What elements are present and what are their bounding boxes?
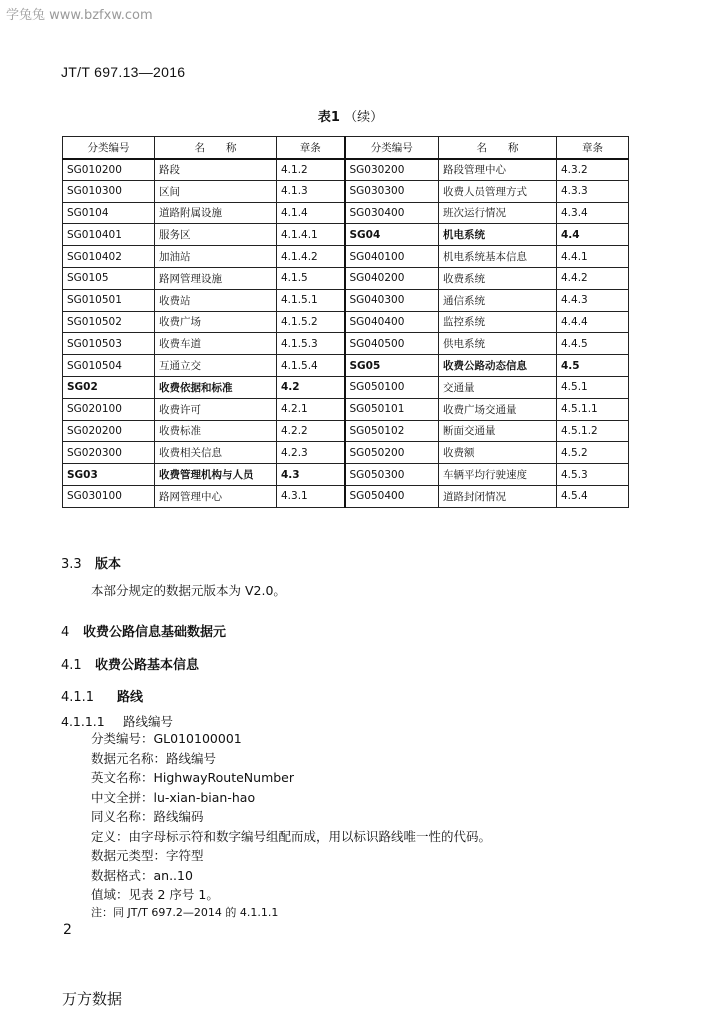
table-row bbox=[63, 464, 629, 486]
cell-name: 收费管理机构与人员 bbox=[155, 464, 277, 486]
cell-name: 互通立交 bbox=[155, 355, 277, 377]
cell-code: SG030300 bbox=[345, 180, 439, 202]
section-3-3-heading bbox=[61, 553, 121, 572]
cell-code: SG010402 bbox=[63, 246, 155, 268]
table-row bbox=[63, 159, 629, 181]
cell-code: SG010501 bbox=[63, 289, 155, 311]
cell-section: 4.3 bbox=[277, 464, 345, 486]
section-4-1-1-heading bbox=[61, 686, 143, 705]
page-number: 2 bbox=[63, 922, 72, 938]
cell-code: SG010503 bbox=[63, 333, 155, 355]
cell-code: SG0104 bbox=[63, 202, 155, 224]
cell-code: SG0105 bbox=[63, 267, 155, 289]
cell-name: 道路封闭情况 bbox=[439, 485, 557, 507]
cell-code: SG05 bbox=[345, 355, 439, 377]
section-4-1-heading bbox=[61, 654, 199, 673]
header-name: 名 称 bbox=[439, 137, 557, 159]
section-4-1-1-1-heading bbox=[61, 712, 173, 730]
watermark: 学兔兔 www.bzfxw.com bbox=[6, 8, 153, 23]
cell-code: SG050101 bbox=[345, 398, 439, 420]
attribute-line: 分类编号：GL010100001 bbox=[91, 731, 242, 746]
cell-name: 路段管理中心 bbox=[439, 159, 557, 181]
attribute-line: 定义：由字母标示符和数字编号组配而成，用以标识路线唯一性的代码。 bbox=[91, 828, 492, 844]
cell-name: 断面交通量 bbox=[439, 420, 557, 442]
attribute-line: 英文名称：HighwayRouteNumber bbox=[91, 770, 295, 785]
cell-section: 4.4.1 bbox=[557, 246, 629, 268]
table-title-continued: （续） bbox=[344, 110, 384, 125]
section-number: 4.1.1.1 bbox=[61, 714, 105, 729]
cell-section: 4.1.5 bbox=[277, 267, 345, 289]
cell-section: 4.1.4.1 bbox=[277, 224, 345, 246]
cell-section: 4.3.4 bbox=[557, 202, 629, 224]
cell-code: SG050400 bbox=[345, 485, 439, 507]
cell-code: SG050100 bbox=[345, 376, 439, 398]
section-number: 4.1 bbox=[61, 658, 82, 673]
cell-code: SG020300 bbox=[63, 442, 155, 464]
cell-section: 4.5 bbox=[557, 355, 629, 377]
cell-code: SG04 bbox=[345, 224, 439, 246]
table-row bbox=[63, 202, 629, 224]
cell-section: 4.2.2 bbox=[277, 420, 345, 442]
cell-code: SG010502 bbox=[63, 311, 155, 333]
cell-section: 4.5.1.1 bbox=[557, 398, 629, 420]
cell-section: 4.1.5.1 bbox=[277, 289, 345, 311]
cell-code: SG030100 bbox=[63, 485, 155, 507]
cell-name: 服务区 bbox=[155, 224, 277, 246]
cell-name: 监控系统 bbox=[439, 311, 557, 333]
cell-section: 4.1.5.3 bbox=[277, 333, 345, 355]
attribute-line: 数据元名称：路线编号 bbox=[91, 750, 217, 766]
cell-section: 4.2.1 bbox=[277, 398, 345, 420]
cell-code: SG040500 bbox=[345, 333, 439, 355]
cell-name: 收费站 bbox=[155, 289, 277, 311]
section-title: 收费公路信息基础数据元 bbox=[83, 625, 227, 640]
cell-section: 4.2.3 bbox=[277, 442, 345, 464]
table-row bbox=[63, 355, 629, 377]
cell-code: SG040200 bbox=[345, 267, 439, 289]
cell-name: 道路附属设施 bbox=[155, 202, 277, 224]
cell-code: SG03 bbox=[63, 464, 155, 486]
table-row bbox=[63, 398, 629, 420]
section-title: 路线 bbox=[117, 690, 144, 705]
cell-section: 4.1.2 bbox=[277, 159, 345, 181]
cell-section: 4.5.1 bbox=[557, 376, 629, 398]
cell-name: 路段 bbox=[155, 159, 277, 181]
cell-name: 通信系统 bbox=[439, 289, 557, 311]
cell-code: SG030200 bbox=[345, 159, 439, 181]
cell-name: 收费依据和标准 bbox=[155, 376, 277, 398]
cell-code: SG030400 bbox=[345, 202, 439, 224]
cell-section: 4.1.3 bbox=[277, 180, 345, 202]
cell-code: SG050300 bbox=[345, 464, 439, 486]
cell-name: 车辆平均行驶速度 bbox=[439, 464, 557, 486]
note: 注：同 JT/T 697.2—2014 的 4.1.1.1 bbox=[91, 906, 279, 919]
cell-section: 4.1.4.2 bbox=[277, 246, 345, 268]
section-4-heading bbox=[61, 621, 226, 640]
cell-section: 4.5.1.2 bbox=[557, 420, 629, 442]
attribute-line: 数据格式：an..10 bbox=[91, 867, 193, 883]
cell-name: 收费标准 bbox=[155, 420, 277, 442]
cell-name: 收费广场 bbox=[155, 311, 277, 333]
classification-table bbox=[62, 136, 629, 508]
cell-section: 4.3.1 bbox=[277, 485, 345, 507]
table-row bbox=[63, 289, 629, 311]
cell-section: 4.4 bbox=[557, 224, 629, 246]
cell-section: 4.3.2 bbox=[557, 159, 629, 181]
cell-name: 供电系统 bbox=[439, 333, 557, 355]
cell-name: 收费人员管理方式 bbox=[439, 180, 557, 202]
table-row bbox=[63, 442, 629, 464]
cell-name: 交通量 bbox=[439, 376, 557, 398]
cell-name: 路网管理设施 bbox=[155, 267, 277, 289]
cell-section: 4.4.4 bbox=[557, 311, 629, 333]
table-row bbox=[63, 420, 629, 442]
table-row bbox=[63, 267, 629, 289]
cell-section: 4.1.5.2 bbox=[277, 311, 345, 333]
cell-name: 收费相关信息 bbox=[155, 442, 277, 464]
header-code: 分类编号 bbox=[63, 137, 155, 159]
cell-code: SG020100 bbox=[63, 398, 155, 420]
table-row bbox=[63, 485, 629, 507]
cell-name: 收费广场交通量 bbox=[439, 398, 557, 420]
cell-name: 机电系统基本信息 bbox=[439, 246, 557, 268]
section-title: 版本 bbox=[95, 557, 122, 572]
section-number: 4.1.1 bbox=[61, 690, 95, 705]
section-number: 3.3 bbox=[61, 557, 82, 572]
table-row bbox=[63, 224, 629, 246]
cell-section: 4.5.3 bbox=[557, 464, 629, 486]
cell-section: 4.3.3 bbox=[557, 180, 629, 202]
header-code: 分类编号 bbox=[345, 137, 439, 159]
cell-name: 班次运行情况 bbox=[439, 202, 557, 224]
cell-section: 4.2 bbox=[277, 376, 345, 398]
cell-code: SG020200 bbox=[63, 420, 155, 442]
cell-code: SG010504 bbox=[63, 355, 155, 377]
cell-code: SG02 bbox=[63, 376, 155, 398]
cell-code: SG040400 bbox=[345, 311, 439, 333]
cell-section: 4.1.5.4 bbox=[277, 355, 345, 377]
cell-name: 收费车道 bbox=[155, 333, 277, 355]
table-row bbox=[63, 376, 629, 398]
cell-code: SG010300 bbox=[63, 180, 155, 202]
table-row bbox=[63, 180, 629, 202]
attribute-line: 中文全拼：lu-xian-bian-hao bbox=[91, 789, 256, 805]
attribute-line: 值域：见表 2 序号 1。 bbox=[91, 887, 219, 902]
cell-section: 4.5.4 bbox=[557, 485, 629, 507]
cell-section: 4.4.3 bbox=[557, 289, 629, 311]
cell-name: 加油站 bbox=[155, 246, 277, 268]
section-title: 收费公路基本信息 bbox=[95, 658, 200, 673]
section-number: 4 bbox=[61, 625, 70, 640]
header-section: 章条 bbox=[557, 137, 629, 159]
cell-code: SG050102 bbox=[345, 420, 439, 442]
cell-name: 收费许可 bbox=[155, 398, 277, 420]
cell-name: 收费额 bbox=[439, 442, 557, 464]
cell-section: 4.4.5 bbox=[557, 333, 629, 355]
cell-name: 收费系统 bbox=[439, 267, 557, 289]
cell-name: 路网管理中心 bbox=[155, 485, 277, 507]
attribute-line: 数据元类型：字符型 bbox=[91, 848, 204, 863]
cell-section: 4.4.2 bbox=[557, 267, 629, 289]
cell-code: SG010401 bbox=[63, 224, 155, 246]
header-name: 名 称 bbox=[155, 137, 277, 159]
table-row bbox=[63, 311, 629, 333]
table-row bbox=[63, 246, 629, 268]
cell-code: SG040300 bbox=[345, 289, 439, 311]
document-code: JT/T 697.13—2016 bbox=[61, 64, 186, 80]
cell-section: 4.1.4 bbox=[277, 202, 345, 224]
table-header-row bbox=[63, 137, 629, 159]
cell-code: SG010200 bbox=[63, 159, 155, 181]
section-title: 路线编号 bbox=[123, 714, 174, 729]
section-3-3-body: 本部分规定的数据元版本为 V2.0。 bbox=[91, 583, 286, 598]
attribute-line: 同义名称：路线编码 bbox=[91, 809, 204, 824]
header-section: 章条 bbox=[277, 137, 345, 159]
cell-name: 区间 bbox=[155, 180, 277, 202]
table-row bbox=[63, 333, 629, 355]
cell-section: 4.5.2 bbox=[557, 442, 629, 464]
footer-watermark: 万方数据 bbox=[62, 990, 123, 1008]
table-title bbox=[0, 106, 701, 125]
cell-name: 机电系统 bbox=[439, 224, 557, 246]
table-title-label: 表1 bbox=[317, 110, 340, 125]
cell-name: 收费公路动态信息 bbox=[439, 355, 557, 377]
cell-code: SG040100 bbox=[345, 246, 439, 268]
cell-code: SG050200 bbox=[345, 442, 439, 464]
